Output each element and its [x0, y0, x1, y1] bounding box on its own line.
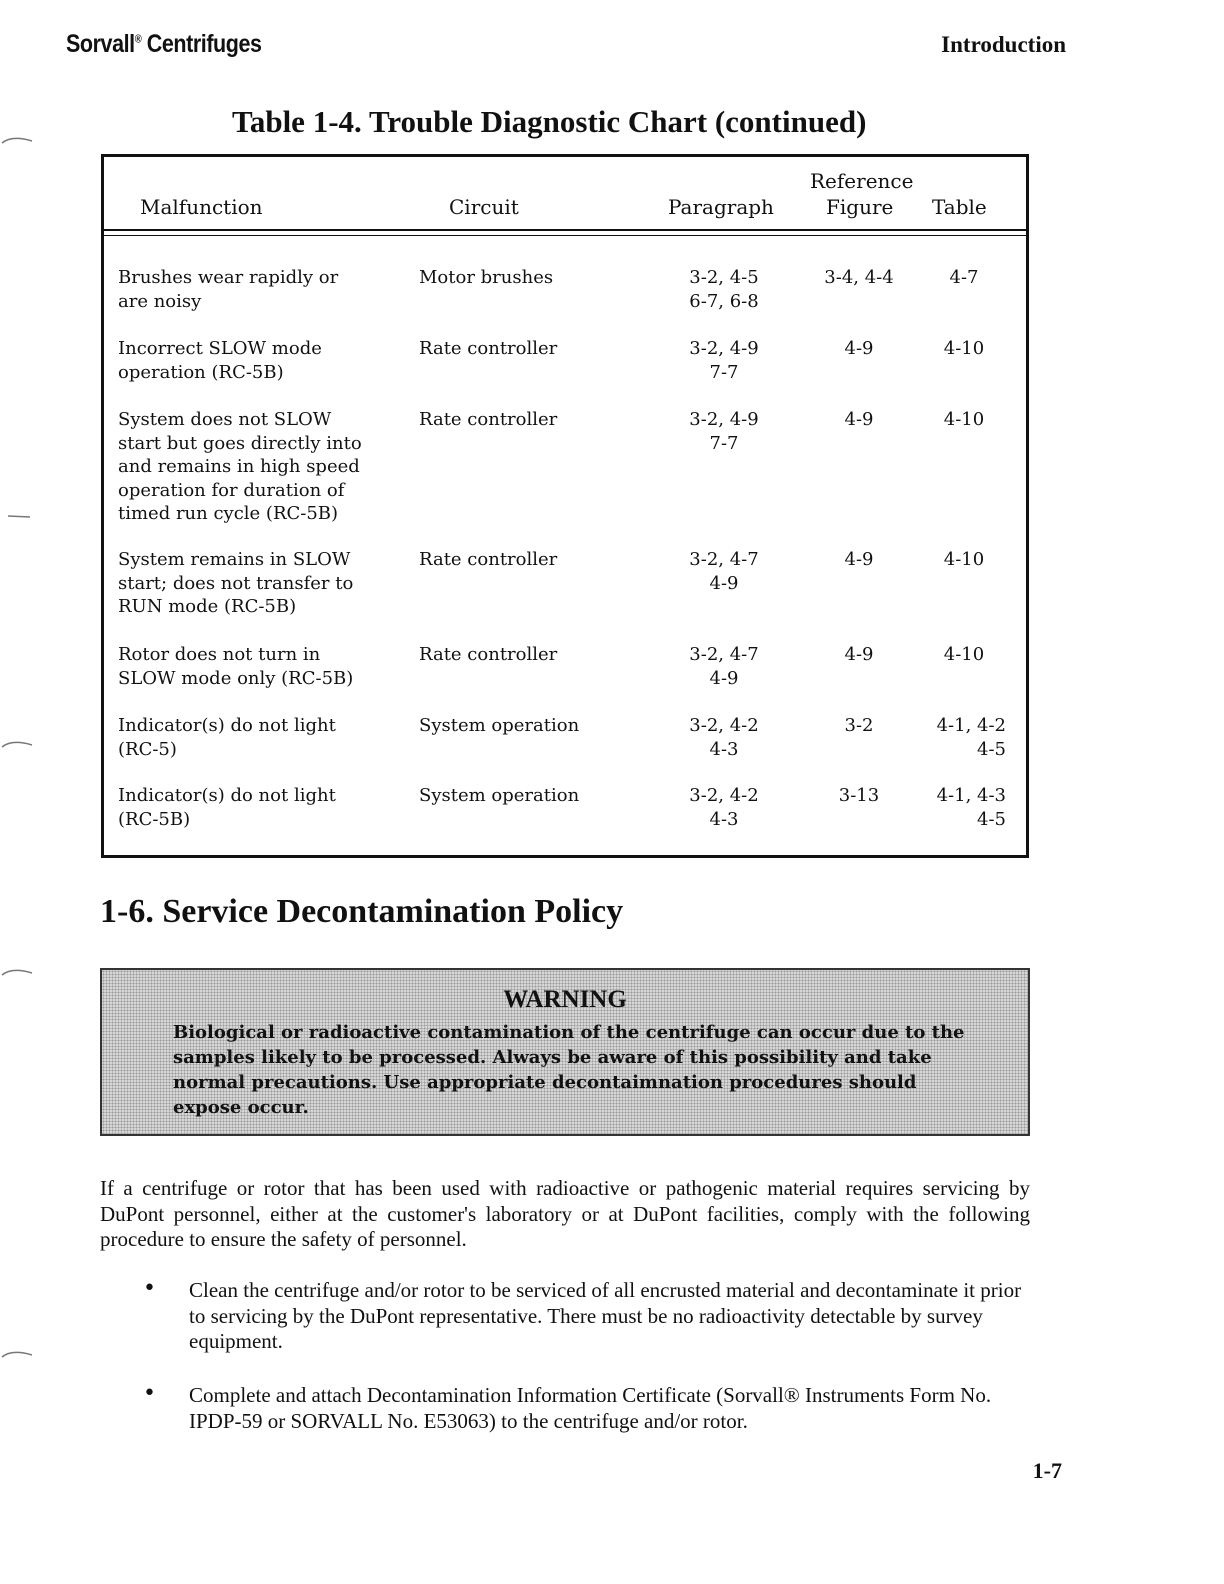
running-header-section: Introduction [941, 32, 1066, 57]
scan-margin-mark [0, 734, 34, 744]
header-rule [104, 229, 1026, 231]
cell-paragraph: 3-2, 4-7 4-9 [689, 549, 759, 594]
header-rule [104, 235, 1026, 236]
cell-circuit: System operation [419, 715, 580, 736]
scan-margin-mark [0, 506, 34, 516]
scan-margin-mark [0, 962, 34, 972]
cell-table: 4-10 [943, 549, 985, 570]
cell-malfunction: Indicator(s) do not light (RC-5) [118, 715, 336, 760]
header-reference: Reference [810, 169, 914, 193]
cell-paragraph: 3-2, 4-2 4-3 [689, 785, 759, 830]
cell-figure: 4-9 [844, 409, 874, 430]
cell-malfunction: Brushes wear rapidly or are noisy [118, 267, 339, 312]
cell-paragraph: 3-2, 4-2 4-3 [689, 715, 759, 760]
cell-circuit: System operation [419, 785, 580, 806]
header-figure: Figure [826, 195, 894, 219]
registered-mark: ® [134, 33, 142, 46]
cell-paragraph: 3-2, 4-5 6-7, 6-8 [689, 267, 759, 312]
cell-circuit: Motor brushes [419, 267, 554, 288]
cell-table: 4-10 [943, 644, 985, 665]
trouble-diagnostic-table [101, 154, 1029, 858]
bullet-marker: • [143, 1381, 156, 1406]
bullet-marker: • [143, 1276, 156, 1301]
cell-paragraph: 3-2, 4-9 7-7 [689, 338, 759, 383]
scan-margin-mark [0, 130, 34, 140]
cell-paragraph: 3-2, 4-7 4-9 [689, 644, 759, 689]
cell-figure: 3-13 [838, 785, 880, 806]
cell-paragraph: 3-2, 4-9 7-7 [689, 409, 759, 454]
cell-table: 4-10 [943, 409, 985, 430]
warning-box [100, 968, 1030, 1136]
cell-table: 4-1, 4-2 4-5 [936, 715, 1006, 760]
cell-table: 4-7 [949, 267, 979, 288]
cell-malfunction: Incorrect SLOW mode operation (RC-5B) [118, 338, 322, 383]
table-title: Table 1-4. Trouble Diagnostic Chart (continued) [232, 104, 867, 139]
section-title: 1-6. Service Decontamination Policy [100, 893, 624, 930]
cell-figure: 4-9 [844, 549, 874, 570]
cell-circuit: Rate controller [419, 644, 558, 665]
cell-circuit: Rate controller [419, 549, 558, 570]
header-circuit: Circuit [449, 195, 519, 219]
bullet-item: Complete and attach Decontamination Information Certificate (Sorvall® Instruments Form No. IPDP-59 or SORVALL No. E53063) to the centrifuge and/or rotor. [189, 1383, 992, 1433]
cell-malfunction: Indicator(s) do not light (RC-5B) [118, 785, 336, 830]
cell-malfunction: System remains in SLOW start; does not transfer to RUN mode (RC-5B) [118, 549, 354, 617]
running-header-title [66, 30, 262, 59]
warning-text: Biological or radioactive contamination of the centrifuge can occur due to the samples likely to be processed. Always be aware of this possibility and take normal precautions. Use appropriate decontaimnation procedures should expose occur. [173, 1022, 965, 1118]
header-paragraph: Paragraph [668, 195, 774, 219]
cell-malfunction: Rotor does not turn in SLOW mode only (RC-5B) [118, 644, 354, 689]
header-brand: Sorvall [66, 30, 135, 58]
page-number: 1-7 [1032, 1458, 1062, 1483]
scan-margin-mark [0, 1344, 34, 1354]
cell-figure: 3-2 [844, 715, 874, 736]
body-paragraph: If a centrifuge or rotor that has been used with radioactive or pathogenic material requires servicing by DuPont personnel, either at the customer's laboratory or at DuPont facilities, comply with the following procedure to ensure the safety of personnel. [100, 1176, 1030, 1251]
cell-circuit: Rate controller [419, 409, 558, 430]
cell-figure: 4-9 [844, 644, 874, 665]
warning-title: WARNING [503, 986, 627, 1013]
cell-circuit: Rate controller [419, 338, 558, 359]
header-malfunction: Malfunction [140, 195, 263, 219]
cell-figure: 3-4, 4-4 [824, 267, 894, 288]
cell-table: 4-1, 4-3 4-5 [936, 785, 1006, 830]
cell-malfunction: System does not SLOW start but goes directly into and remains in high speed operation for duration of timed run cycle (RC-5B) [118, 409, 362, 524]
cell-table: 4-10 [943, 338, 985, 359]
bullet-item: Clean the centrifuge and/or rotor to be serviced of all encrusted material and decontaminate it prior to servicing by the DuPont representative. There must be no radioactivity detectable by survey equipment. [189, 1278, 1022, 1353]
header-table: Table [932, 195, 987, 219]
header-product: Centrifuges [146, 30, 262, 58]
cell-figure: 4-9 [844, 338, 874, 359]
